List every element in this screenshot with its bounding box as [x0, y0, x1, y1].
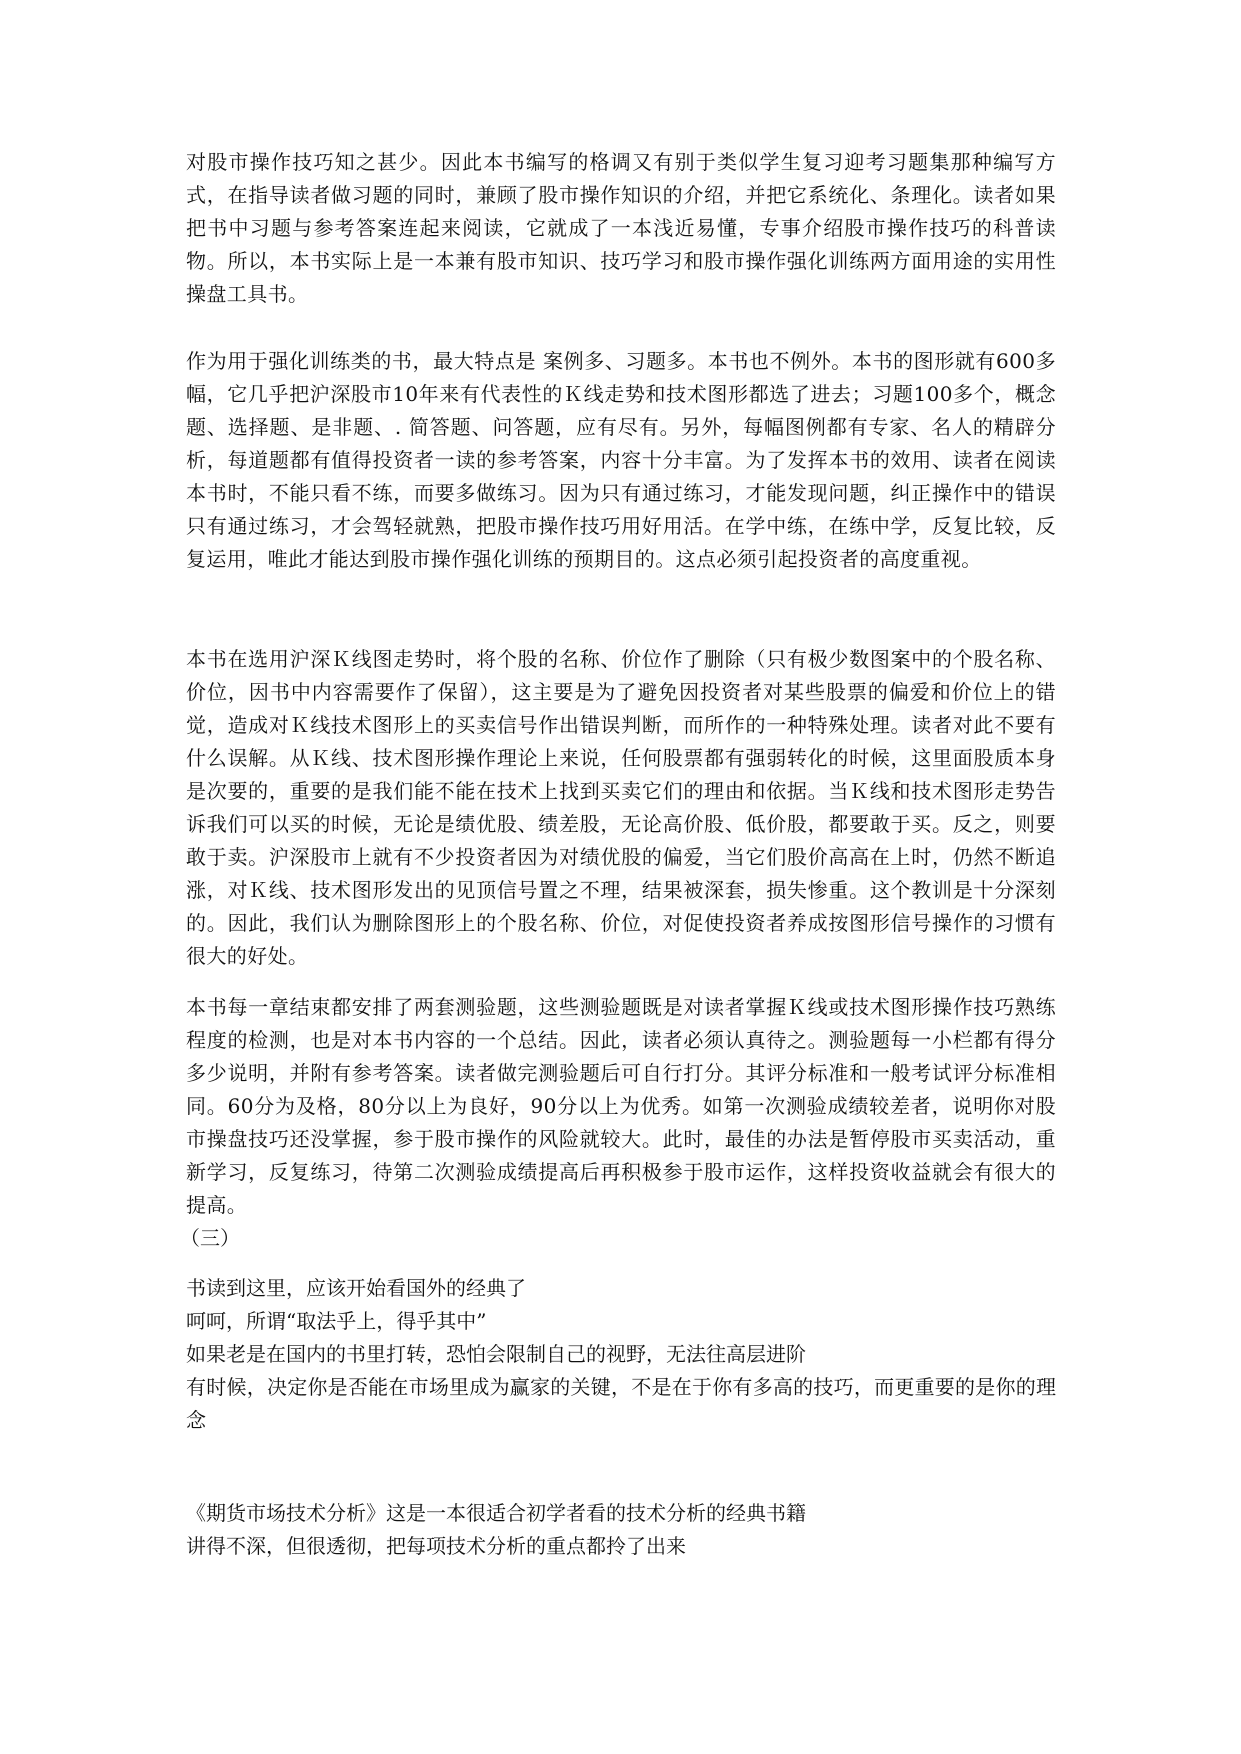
paragraph-1: 对股市操作技巧知之甚少。因此本书编写的格调又有别于类似学生复习迎考习题集那种编写方式，在指导读者做习题的同时，兼顾了股市操作知识的介绍，并把它系统化、条理化。读者如果把书中习题与参考答案连起来阅读，它就成了一本浅近易懂，专事介绍股市操作技巧的科普读物。所以，本书实际上是一本兼有股市知识、技巧学习和股市操作强化训练两方面用途的实用性操盘工具书。	[186, 150, 1056, 306]
text-line-5: 《期货市场技术分析》这是一本很适合初学者看的技术分析的经典书籍	[186, 1501, 806, 1525]
paragraph-3: 本书在选用沪深Ｋ线图走势时，将个股的名称、价位作了删除（只有极少数图案中的个股名称、价位，因书中内容需要作了保留），这主要是为了避免因投资者对某些股票的偏爱和价位上的错觉，造成对Ｋ线技术图形上的买卖信号作出错误判断，而所作的一种特殊处理。读者对此不要有什么误解。从Ｋ线、技术图形操作理论上来说，任何股票都有强弱转化的时候，这里面股质本身是次要的，重要的是我们能不能在技术上找到买卖它们的理由和依据。当Ｋ线和技术图形走势告诉我们可以买的时候，无论是绩优股、绩差股，无论高价股、低价股，都要敢于买。反之，则要敢于卖。沪深股市上就有不少投资者因为对绩优股的偏爱，当它们股价高高在上时，仍然不断追涨，对Ｋ线、技术图形发出的见顶信号置之不理，结果被深套，损失惨重。这个教训是十分深刻的。因此，我们认为删除图形上的个股名称、价位，对促使投资者养成按图形信号操作的习惯有很大的好处。	[186, 647, 1056, 968]
text-line-4: 有时候，决定你是否能在市场里成为赢家的关键，不是在于你有多高的技巧，而更重要的是你的理念	[186, 1375, 1056, 1432]
document-page	[180, 0, 1056, 1754]
text-line-6: 讲得不深，但很透彻，把每项技术分析的重点都拎了出来	[186, 1534, 686, 1558]
section-marker: （三）	[180, 1226, 240, 1250]
text-line-2: 呵呵，所谓“取法乎上，得乎其中”	[186, 1309, 487, 1333]
text-line-3: 如果老是在国内的书里打转，恐怕会限制自己的视野，无法往高层进阶	[186, 1342, 806, 1366]
paragraph-4: 本书每一章结束都安排了两套测验题，这些测验题既是对读者掌握Ｋ线或技术图形操作技巧熟练程度的检测，也是对本书内容的一个总结。因此，读者必须认真待之。测验题每一小栏都有得分多少说明，并附有参考答案。读者做完测验题后可自行打分。其评分标准和一般考试评分标准相同。60分为及格，80分以上为良好，90分以上为优秀。如第一次测验成绩较差者，说明你对股市操盘技巧还没掌握，参于股市操作的风险就较大。此时，最佳的办法是暂停股市买卖活动，重新学习，反复练习，待第二次测验成绩提高后再积极参于股市运作，这样投资收益就会有很大的提高。	[186, 995, 1056, 1217]
text-line-1: 书读到这里，应该开始看国外的经典了	[186, 1276, 526, 1300]
paragraph-2: 作为用于强化训练类的书，最大特点是 案例多、习题多。本书也不例外。本书的图形就有600多幅，它几乎把沪深股市10年来有代表性的Ｋ线走势和技术图形都选了进去；习题100多个，概念题、选择题、是非题、. 简答题、问答题，应有尽有。另外，每幅图例都有专家、名人的精辟分析，每道题都有值得投资者一读的参考答案，内容十分丰富。为了发挥本书的效用、读者在阅读本书时，不能只看不练，而要多做练习。因为只有通过练习，才能发现问题，纠正操作中的错误 只有通过练习，才会驾轻就熟，把股市操作技巧用好用活。在学中练，在练中学，反复比较，反复运用，唯此才能达到股市操作强化训练的预期目的。这点必须引起投资者的高度重视。	[186, 349, 1056, 571]
